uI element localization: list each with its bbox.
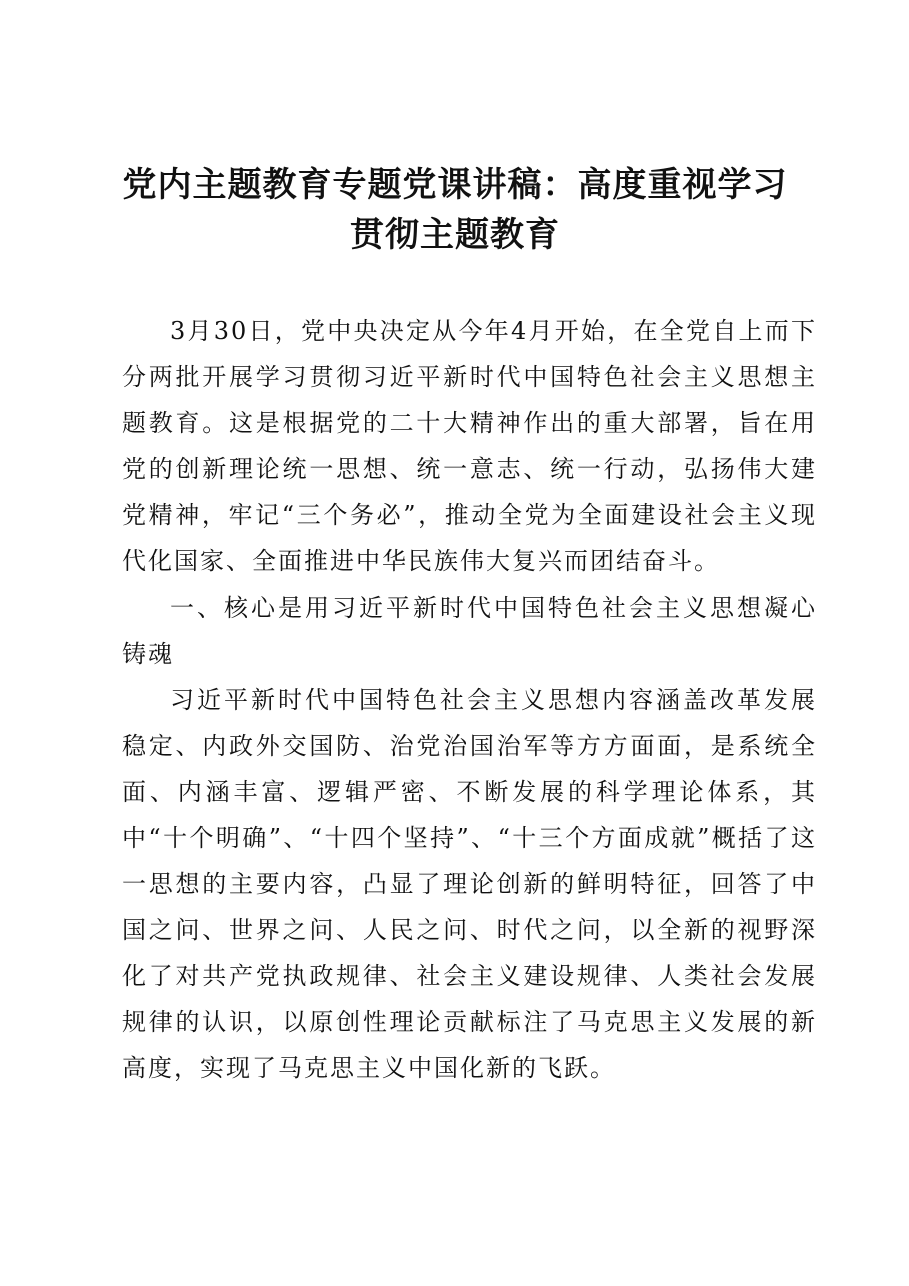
paragraph-intro: 3月30日，党中央决定从今年4月开始，在全党自上而下分两批开展学习贯彻习近平新时代中国特色社会主义思想主题教育。这是根据党的二十大精神作出的重大部署，旨在用党的创新理论统一思想、统一意志、统一行动，弘扬伟大建党精神，牢记“三个务必”，推动全党为全面建设社会主义现代化国家、全面推进中华民族伟大复兴而团结奋斗。 bbox=[122, 317, 817, 575]
document-body bbox=[122, 308, 817, 1091]
section-heading-1: 一、核心是用习近平新时代中国特色社会主义思想凝心铸魂 bbox=[122, 594, 817, 668]
paragraph-section-1: 习近平新时代中国特色社会主义思想内容涵盖改革发展稳定、内政外交国防、治党治国治军等方方面面，是系统全面、内涵丰富、逻辑严密、不断发展的科学理论体系，其中“十个明确”、“十四个坚持”、“十三个方面成就”概括了这一思想的主要内容，凸显了理论创新的鲜明特征，回答了中国之问、世界之问、人民之问、时代之问，以全新的视野深化了对共产党执政规律、社会主义建设规律、人类社会发展规律的认识，以原创性理论贡献标注了马克思主义发展的新高度，实现了马克思主义中国化新的飞跃。 bbox=[122, 686, 817, 1082]
document-title: 党内主题教育专题党课讲稿：高度重视学习贯彻主题教育 bbox=[122, 165, 788, 255]
